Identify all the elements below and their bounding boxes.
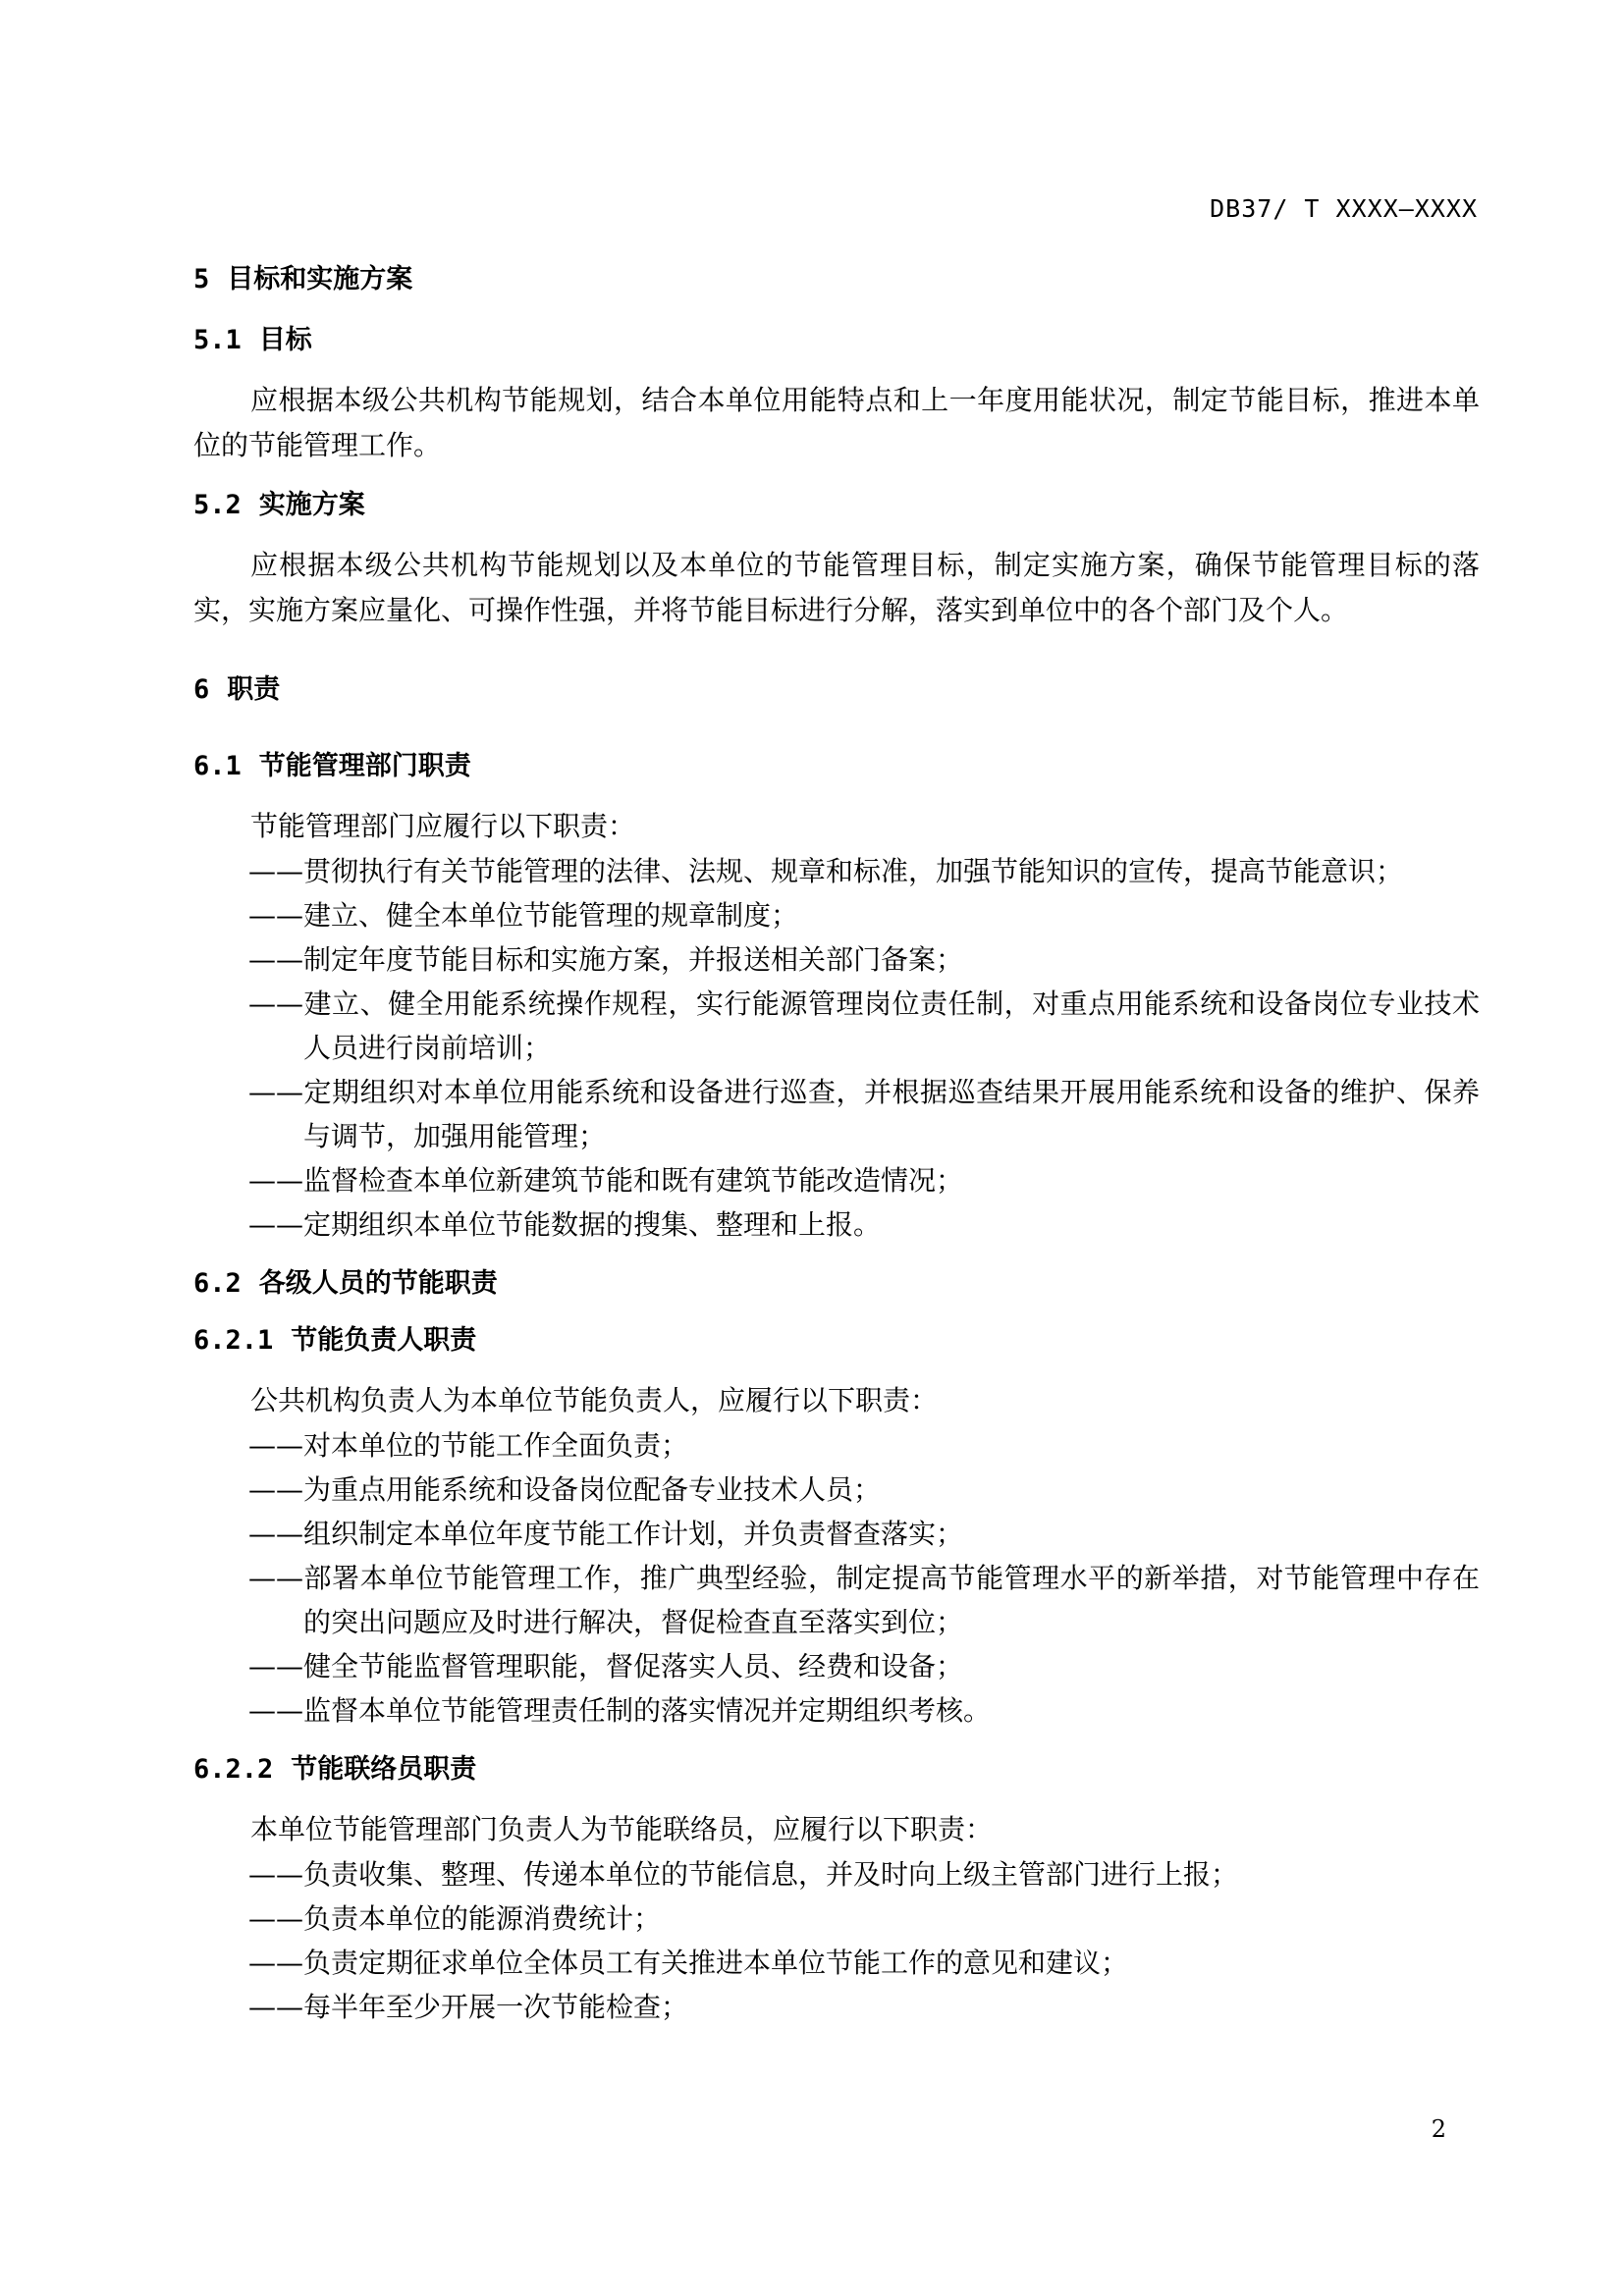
list-item: ——制定年度节能目标和实施方案，并报送相关部门备案；: [248, 943, 964, 976]
list-item: ——负责本单位的能源消费统计；: [248, 1902, 662, 1935]
list-item: ——健全节能监督管理职能，督促落实人员、经费和设备；: [248, 1650, 964, 1682]
section-5-1-heading: [193, 321, 1480, 360]
section-title: 实施方案: [258, 490, 365, 520]
section-title: 节能联络员职责: [291, 1754, 477, 1785]
section-5-2-paragraph: 应根据本级公共机构节能规划以及本单位的节能管理目标，制定实施方案，确保节能管理目标的落实，实施方案应量化、可操作性强，并将节能目标进行分解，落实到单位中的各个部门及个人。: [193, 549, 1480, 626]
list-item: ——部署本单位节能管理工作，推广典型经验，制定提高节能管理水平的新举措，对节能管理中存在的突出问题应及时进行解决，督促检查直至落实到位；: [248, 1562, 1480, 1638]
list-item: ——建立、健全用能系统操作规程，实行能源管理岗位责任制，对重点用能系统和设备岗位专业技术人员进行岗前培训；: [248, 988, 1480, 1064]
section-number: 6.2.2: [193, 1754, 274, 1785]
section-title: 节能负责人职责: [291, 1325, 477, 1356]
section-5-2-heading: [193, 486, 1480, 525]
section-number: 5.1: [193, 325, 242, 355]
list-item: ——监督本单位节能管理责任制的落实情况并定期组织考核。: [248, 1694, 992, 1727]
list-item: ——每半年至少开展一次节能检查；: [248, 1991, 689, 2023]
section-number: 5: [193, 264, 210, 294]
section-6-heading: [193, 670, 1480, 710]
section-title: 目标: [258, 325, 312, 355]
list-item: ——贯彻执行有关节能管理的法律、法规、规章和标准，加强节能知识的宣传，提高节能意识；: [248, 855, 1404, 887]
section-number: 6.2.1: [193, 1325, 274, 1356]
list-item: ——定期组织对本单位用能系统和设备进行巡查，并根据巡查结果开展用能系统和设备的维护、保养与调节，加强用能管理；: [248, 1076, 1480, 1152]
list-item: ——监督检查本单位新建筑节能和既有建筑节能改造情况；: [248, 1164, 964, 1197]
list-item: ——负责定期征求单位全体员工有关推进本单位节能工作的意见和建议；: [248, 1947, 1129, 1979]
section-number: 5.2: [193, 490, 242, 520]
section-number: 6: [193, 674, 210, 705]
section-6-1-heading: [193, 747, 1480, 786]
section-5-1-paragraph: 应根据本级公共机构节能规划，结合本单位用能特点和上一年度用能状况，制定节能目标，推进本单位的节能管理工作。: [193, 384, 1480, 461]
section-title: 目标和实施方案: [227, 264, 413, 294]
list-item: ——组织制定本单位年度节能工作计划，并负责督查落实；: [248, 1518, 964, 1550]
section-5-heading: [193, 260, 1480, 299]
list-item: ——对本单位的节能工作全面负责；: [248, 1429, 689, 1462]
section-title: 节能管理部门职责: [258, 751, 471, 781]
section-6-2-1-intro: 公共机构负责人为本单位节能负责人，应履行以下职责：: [250, 1384, 939, 1416]
section-title: 职责: [227, 674, 281, 705]
document-code: DB37/ T XXXX—XXXX: [1210, 194, 1478, 223]
list-item: ——负责收集、整理、传递本单位的节能信息，并及时向上级主管部门进行上报；: [248, 1858, 1239, 1891]
section-number: 6.2: [193, 1268, 242, 1299]
section-6-2-2-intro: 本单位节能管理部门负责人为节能联络员，应履行以下职责：: [250, 1813, 994, 1845]
section-6-2-2-list: [193, 1852, 1480, 2029]
page-number: 2: [1431, 2115, 1446, 2143]
section-6-2-heading: [193, 1264, 1480, 1304]
document-body: [193, 260, 1480, 2029]
list-item: ——定期组织本单位节能数据的搜集、整理和上报。: [248, 1208, 882, 1241]
section-number: 6.1: [193, 751, 242, 781]
list-item: ——建立、健全本单位节能管理的规章制度；: [248, 899, 799, 932]
section-6-2-1-list: [193, 1423, 1480, 1733]
section-6-2-2-heading: [193, 1750, 1480, 1789]
section-6-2-1-heading: [193, 1321, 1480, 1361]
section-6-1-intro: 节能管理部门应履行以下职责：: [250, 810, 636, 842]
section-6-1-list: [193, 849, 1480, 1247]
section-title: 各级人员的节能职责: [258, 1268, 498, 1299]
list-item: ——为重点用能系统和设备岗位配备专业技术人员；: [248, 1473, 882, 1506]
